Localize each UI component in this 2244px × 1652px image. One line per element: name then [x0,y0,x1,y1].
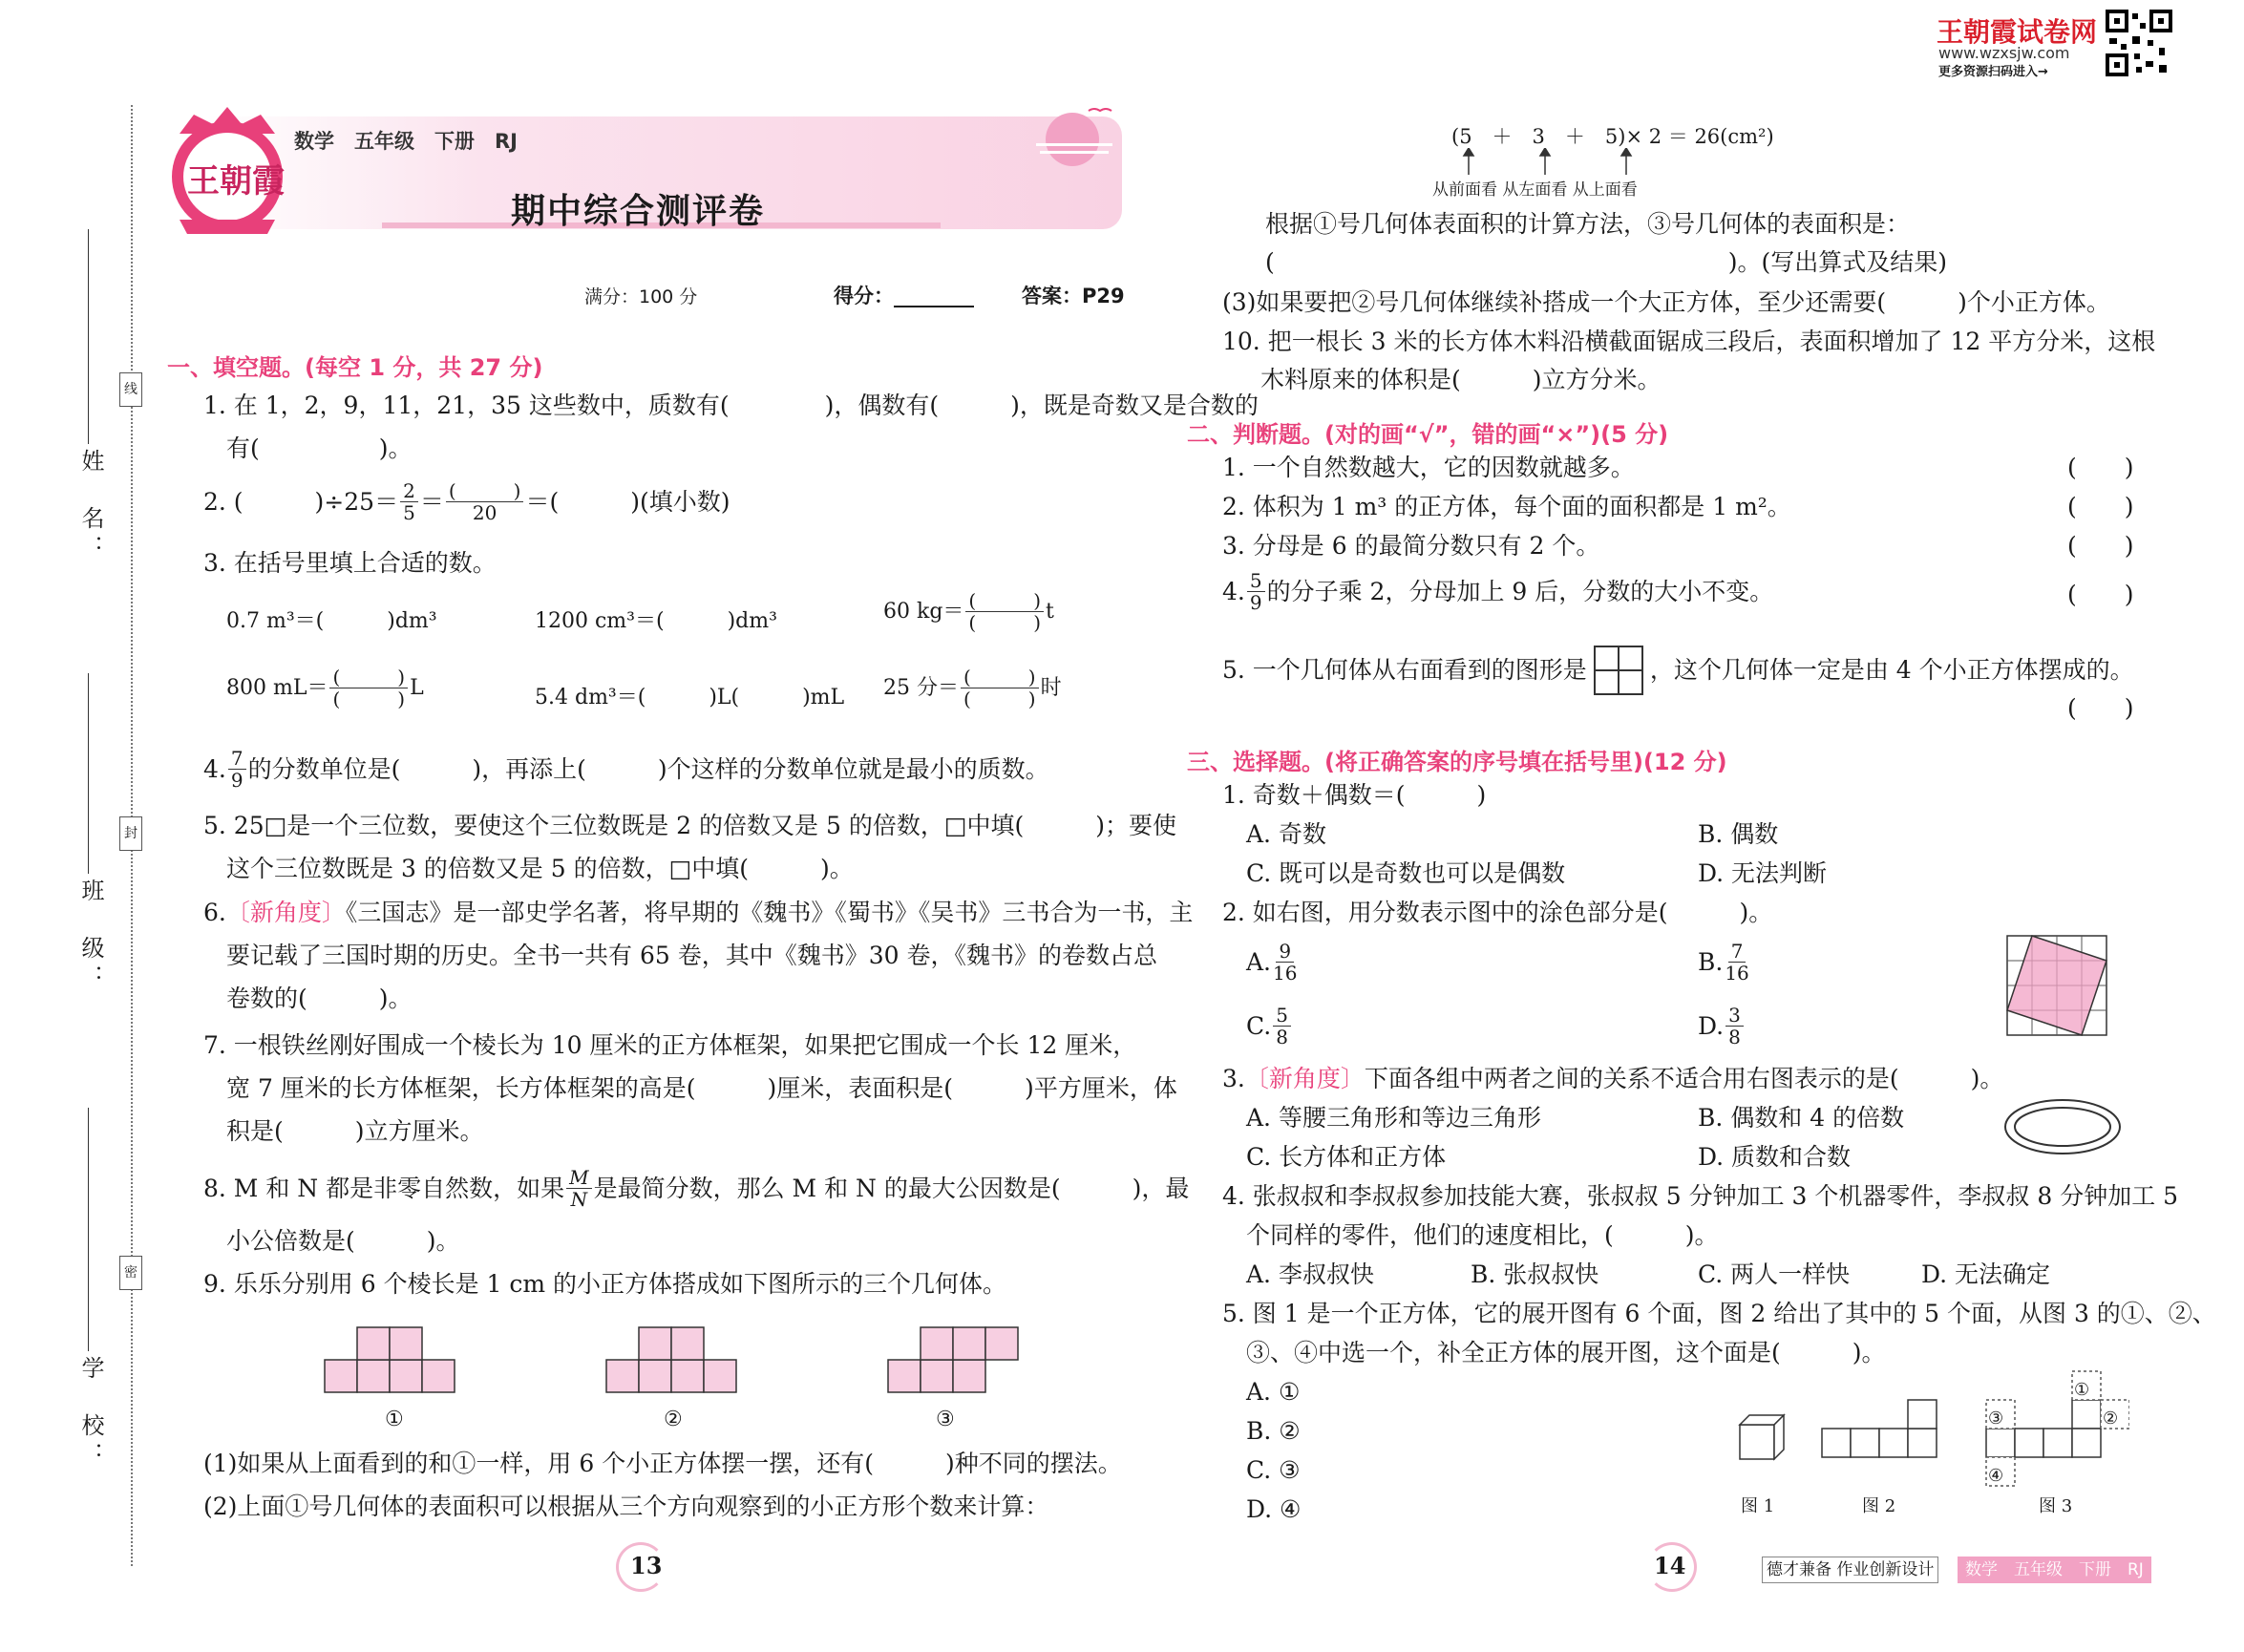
formula-labels: 从前面看 从左面看 从上面看 [1432,180,1638,200]
section-true-false: 二、判断题。(对的画“√”，错的画“×”)(5 分) [1187,421,1669,448]
new-angle-tag: 〔新角度〕 [1244,1065,1365,1092]
figure-caption-2: 图 2 [1862,1496,1896,1516]
q3-item6: 25 分＝ $\frac{( )}{( )}$ 时 [883,666,1062,710]
choice-4-line1: 4. 张叔叔和李叔叔参加技能大赛，张叔叔 5 分钟加工 3 个机器零件，李叔叔 8 分钟加工 5 [1222,1182,2179,1210]
binding-name-line: 姓 名： [74,449,103,563]
choice-2: 2. 如右图，用分数表示图中的涂色部分是( )。 [1222,899,1773,926]
sun-decoration [1027,103,1122,170]
net-mark-3: ③ [1988,1408,2004,1429]
q9-part2-answer: ( )。(写出算式及结果) [1265,248,1948,276]
judge-3: 3. 分母是 6 的最简分数只有 2 个。 [1222,532,1600,560]
judge-4-paren[interactable]: ( ) [2067,581,2134,608]
net-mark-4: ④ [1988,1466,2004,1486]
q2: 2. ( )÷25＝ $\frac{2}{5}$ ＝ $\frac{( )}{20}$ ＝( )(填小数) [203,479,730,524]
q6-line1: 6.〔新角度〕《三国志》是一部史学名著，将早期的《魏书》《蜀书》《吴书》三书合为一书，主 [203,899,1194,926]
right-view-grid-figure [1593,645,1644,696]
page-title: 期中综合测评卷 [511,192,766,231]
figure-label-1: ① [385,1408,404,1431]
judge-5: 5. 一个几何体从右面看到的图形是 ，这个几何体一定是由 4 个小正方体摆成的。 [1222,645,2134,696]
binding-mark-seal: 封 [119,816,142,851]
q5-line1: 5. 25□是一个三位数，要使这个三位数既是 2 的倍数又是 5 的倍数，□中填( )；要使 [203,812,1176,839]
page-number-left: 13 [630,1552,663,1579]
net-mark-1: ① [2074,1380,2090,1400]
watermark-slogan: 更多资源扫码进入→ [1938,65,2048,79]
q8-line2: 小公倍数是( )。 [226,1227,460,1255]
answer-ref: 答案：P29 [1022,285,1125,307]
q5-line2: 这个三位数既是 3 的倍数又是 5 的倍数，□中填( )。 [226,855,854,882]
choice-3-C[interactable]: C. 长方体和正方体 [1246,1143,1447,1171]
judge-2-paren[interactable]: ( ) [2067,493,2134,520]
choice-4-B[interactable]: B. 张叔叔快 [1471,1260,1599,1288]
formula: (5 ＋ 3 ＋ 5)× 2 ＝ 26(cm²) [1451,125,1774,148]
score-field[interactable]: 得分：________ [834,285,974,307]
binding-school-line: 学 校： [74,1356,103,1471]
figure-label-2: ② [664,1408,683,1431]
section-choice: 三、选择题。(将正确答案的序号填在括号里)(12 分) [1187,749,1727,775]
choice-2-A[interactable]: A. $\frac{9}{16}$ [1246,940,1298,985]
footer-grade: 数学 五年级 下册 RJ [1958,1557,2151,1583]
full-score: 满分：100 分 [584,286,698,307]
judge-3-paren[interactable]: ( ) [2067,532,2134,560]
judge-2: 2. 体积为 1 m³ 的正方体，每个面的面积都是 1 m²。 [1222,493,1791,520]
choice-3-B[interactable]: B. 偶数和 4 的倍数 [1698,1104,1905,1132]
judge-1-paren[interactable]: ( ) [2067,454,2134,481]
q7-line1: 7. 一根铁丝刚好围成一个棱长为 10 厘米的正方体框架，如果把它围成一个长 12 厘米， [203,1031,1137,1059]
cube-net-figures [1728,1367,2129,1506]
q3-item4: 800 mL＝ $\frac{( )}{( )}$ L [226,666,424,710]
q10-line1: 10. 把一根长 3 米的长方体木料沿横截面锯成三段后，表面积增加了 12 平方分米，这根 [1222,328,2156,355]
new-angle-tag: 〔新角度〕 [225,899,346,926]
q9-part1: (1)如果从上面看到的和①一样，用 6 个小正方体摆一摆，还有( )种不同的摆法。 [203,1450,1122,1477]
choice-5-A[interactable]: A. ① [1246,1378,1301,1406]
figure-label-3: ③ [936,1408,955,1431]
section-fill-blank: 一、填空题。(每空 1 分，共 27 分) [167,354,543,381]
q9-part2: (2)上面①号几何体的表面积可以根据从三个方向观察到的小正方形个数来计算： [203,1493,1049,1520]
tilted-square-grid-figure [2005,934,2110,1039]
q3-item5: 5.4 dm³＝( )L( )mL [535,686,845,710]
judge-4: 4. $\frac{5}{9}$ 的分子乘 2，分母加上 9 后，分数的大小不变。 [1222,569,1774,614]
q9-part3: (3)如果要把②号几何体继续补搭成一个大正方体，至少还需要( )个小正方体。 [1222,288,2110,316]
q9-part2-follow: 根据①号几何体表面积的计算方法，③号几何体的表面积是： [1265,210,1911,238]
nested-ellipse-figure [2001,1096,2125,1157]
watermark-brand: 王朝霞试卷网 [1937,16,2098,48]
q10-line2: 木料原来的体积是( )立方分米。 [1260,366,1662,393]
choice-4-D[interactable]: D. 无法确定 [1921,1260,2051,1288]
judge-5-paren[interactable]: ( ) [2067,694,2134,722]
q9-prompt: 9. 乐乐分别用 6 个棱长是 1 cm 的小正方体搭成如下图所示的三个几何体。 [203,1270,1007,1298]
judge-1: 1. 一个自然数越大，它的因数就越多。 [1222,454,1635,481]
footer-series: 德才兼备 作业创新设计 [1762,1557,1938,1583]
net-mark-2: ② [2103,1408,2119,1429]
choice-5-line1: 5. 图 1 是一个正方体，它的展开图有 6 个面，图 2 给出了其中的 5 个面，从图 3 的①、②、 [1222,1300,2216,1327]
choice-2-C[interactable]: C. $\frac{5}{8}$ [1246,1005,1293,1048]
choice-1: 1. 奇数＋偶数＝( ) [1222,781,1487,809]
choice-1-A[interactable]: A. 奇数 [1246,820,1326,848]
binding-mark-secret: 密 [119,1256,142,1290]
q4: 4. $\frac{7}{9}$ 的分数单位是( )，再添上( )个这样的分数单位就是最小的质数。 [203,747,1049,792]
choice-1-B[interactable]: B. 偶数 [1698,820,1779,848]
choice-1-D[interactable]: D. 无法判断 [1698,859,1828,887]
q6-line3: 卷数的( )。 [226,985,413,1012]
q7-line3: 积是( )立方厘米。 [226,1117,484,1145]
choice-5-C[interactable]: C. ③ [1246,1456,1301,1484]
choice-3-A[interactable]: A. 等腰三角形和等边三角形 [1246,1104,1541,1132]
figure-caption-1: 图 1 [1741,1496,1775,1516]
choice-4-line2: 个同样的零件，他们的速度相比，( )。 [1246,1221,1719,1249]
page-number-right: 14 [1654,1552,1686,1579]
choice-5-D[interactable]: D. ④ [1246,1495,1302,1523]
choice-4-C[interactable]: C. 两人一样快 [1698,1260,1851,1288]
q1-line1: 1. 在 1，2，9，11，21，35 这些数中，质数有( )，偶数有( )，既是奇数又是合数的 [203,392,1259,419]
q7-line2: 宽 7 厘米的长方体框架，长方体框架的高是( )厘米，表面积是( )平方厘米，体 [226,1074,1177,1102]
q3-item2: 1200 cm³＝( )dm³ [535,609,777,633]
binding-mark-line: 线 [119,372,142,407]
subject-line: 数学 五年级 下册 RJ [294,130,518,153]
choice-3-D[interactable]: D. 质数和合数 [1698,1143,1852,1171]
choice-4-A[interactable]: A. 李叔叔快 [1246,1260,1374,1288]
q3-item1: 0.7 m³＝( )dm³ [226,609,437,633]
choice-2-D[interactable]: D. $\frac{3}{8}$ [1698,1005,1746,1048]
formula-arrows [1459,148,1650,177]
qr-code-icon [2106,10,2172,76]
choice-1-C[interactable]: C. 既可以是奇数也可以是偶数 [1246,859,1566,887]
watermark-url: www.wzxsjw.com [1938,44,2070,62]
q1-line2: 有( )。 [226,434,413,462]
q3-prompt: 3. 在括号里填上合适的数。 [203,549,497,577]
figure-caption-3: 图 3 [2039,1496,2073,1516]
q6-line2: 要记载了三国时期的历史。全书一共有 65 卷，其中《魏书》30 卷，《魏书》的卷数占总 [226,942,1157,969]
choice-3: 3.〔新角度〕下面各组中两者之间的关系不适合用右图表示的是( )。 [1222,1065,2004,1092]
choice-5-B[interactable]: B. ② [1246,1417,1301,1445]
q8-line1: 8. M 和 N 都是非零自然数，如果 $\frac{M}{N}$ 是最简分数，那么 M 和 N 的最大公因数是( )，最 [203,1166,1190,1211]
q3-item3: 60 kg＝ $\frac{( )}{( )}$ t [883,589,1054,634]
binding-class-line: 班 级： [74,879,103,993]
choice-2-B[interactable]: B. $\frac{7}{16}$ [1698,940,1749,985]
logo-text: 王朝霞 [187,162,285,201]
choice-5-line2: ③、④中选一个，补全正方体的展开图，这个面是( )。 [1246,1339,1886,1366]
